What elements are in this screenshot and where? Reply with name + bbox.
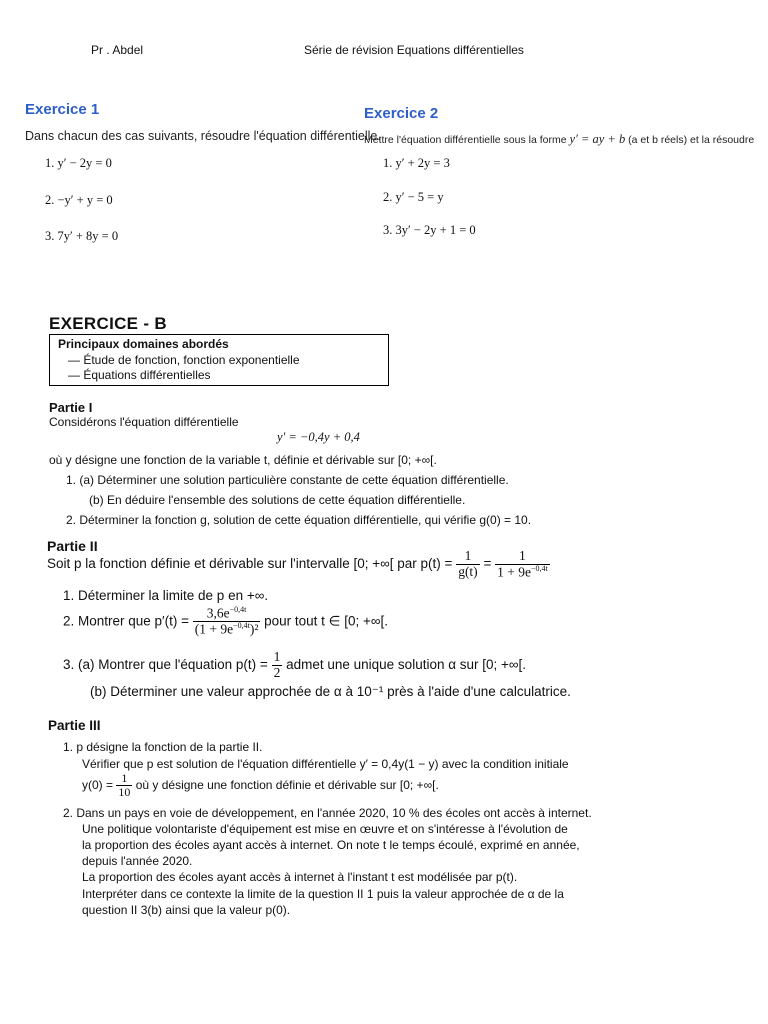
partie2-question-3a [63,650,526,681]
exercice2-item-1: 1. y′ + 2y = 3 [383,156,450,170]
fraction-denominator: 2 [273,664,281,680]
fraction-denominator [193,622,261,637]
exercice1-item-1: 1. y′ − 2y = 0 [45,156,112,170]
fraction-1-over-exponential [495,549,550,580]
partie2-question-3b: (b) Déterminer une valeur approchée de α à 10⁻¹ près à l'aide d'une calculatrice. [90,684,571,699]
one-half-fraction [272,650,283,681]
exercice-b-title: EXERCICE - B [49,314,167,333]
denominator-end: )² [249,621,259,637]
document-title: Série de révision Equations différentielles [304,43,524,57]
domains-box-title: Principaux domaines abordés [58,337,229,351]
partie2-definition [47,549,550,580]
partie3-question-1-line-3 [82,772,439,799]
partie2-q2-start: 2. Montrer que p′(t) = [63,613,189,629]
partie3-question-2-line-6: Interpréter dans ce contexte la limite de la question II 1 puis la valeur approchée de α de la [82,887,564,901]
domains-box-item-2: — Équations différentielles [68,368,211,382]
fraction-numerator [193,606,261,622]
author-name: Pr . Abdel [91,43,144,57]
initial-condition-end: où y désigne une fonction définie et dérivable sur [0; +∞[. [135,777,439,792]
partie3-question-2-line-2: Une politique volontariste d'équipement est mise en œuvre et on s'intéresse à l'évolution de [82,822,568,836]
partie2-intro: Soit p la fonction définie et dérivable sur l'intervalle [0; +∞[ par p(t) = [47,556,453,572]
partie3-question-2-line-1: 2. Dans un pays en voie de développement, en l'année 2020, 10 % des écoles ont accès à internet. [63,806,592,820]
fraction-numerator: 1 [116,772,132,786]
fraction-1-over-g [456,549,480,580]
partie2-q3a-start: 3. (a) Montrer que l'équation p(t) = [63,656,268,672]
partie3-question-1-line-1: 1. p désigne la fonction de la partie II. [63,740,263,754]
equals-sign: = [483,556,492,572]
exercice1-item-3: 3. 7y′ + 8y = 0 [45,229,119,243]
fraction-denominator: 10 [118,785,131,800]
denominator-base: (1 + 9e [194,621,234,637]
partie2-q3a-end: admet une unique solution α sur [0; +∞[. [286,656,527,672]
exercice2-lead-formula: y′ = ay + b [569,132,626,146]
partie3-question-2-line-3: la proportion des écoles ayant accès à internet. On note t le temps écoulé, exprimé en année, [82,838,580,852]
fraction-denominator [495,565,550,580]
partie1-title: Partie I [49,400,93,415]
exercice2-item-3: 3. 3y′ − 2y + 1 = 0 [383,223,476,237]
exercice2-title: Exercice 2 [364,105,439,122]
fraction-numerator: 1 [495,549,550,565]
partie1-question-1a: 1. (a) Déterminer une solution particulière constante de cette équation différentielle. [66,473,509,487]
fraction-numerator: 1 [273,649,281,664]
exercice2-lead-end: (a et b réels) et la résoudre [625,134,755,146]
partie2-title: Partie II [47,538,98,554]
partie3-question-2-line-7: question II 3(b) ainsi que la valeur p(0). [82,903,291,917]
fraction-denominator: g(t) [458,564,478,580]
denominator-base: 1 + 9e [497,564,531,580]
partie2-question-2 [63,606,388,638]
numerator-base: 3,6e [206,605,230,621]
fraction-numerator: 1 [456,549,480,565]
domains-box [49,334,389,386]
domains-box-item-1: — Étude de fonction, fonction exponentielle [68,352,300,367]
partie2-q2-end: pour tout t ∈ [0; +∞[. [264,613,388,629]
denominator-exponent: −0,4t [233,621,250,631]
exercice2-lead [364,132,754,147]
partie3-question-1-line-2: Vérifier que p est solution de l'équation différentielle y′ = 0,4y(1 − y) avec la condition initiale [82,757,569,771]
numerator-exponent: −0,4t [229,605,247,614]
partie1-description: où y désigne une fonction de la variable t, définie et dérivable sur [0; +∞[. [49,453,437,467]
denominator-exponent: −0,4t [530,563,548,573]
partie1-question-2: 2. Déterminer la fonction g, solution de cette équation différentielle, qui vérifie g(0) = 10. [66,513,532,527]
partie2-question-1: 1. Déterminer la limite de p en +∞. [63,588,269,603]
exercice1-item-2: 2. −y′ + y = 0 [45,193,113,207]
partie1-intro: Considérons l'équation différentielle [49,415,239,429]
exercice2-lead-start: Mettre l'équation différentielle sous la forme [364,134,570,146]
initial-condition-start: y(0) = [82,777,114,792]
exercice1-lead: Dans chacun des cas suivants, résoudre l'équation différentielle. [25,129,381,143]
derivative-fraction [193,606,261,638]
partie1-equation: y′ = −0,4y + 0,4 [277,430,360,444]
partie3-title: Partie III [48,718,101,733]
exercice1-title: Exercice 1 [25,101,100,118]
exercice2-item-2: 2. y′ − 5 = y [383,190,444,204]
partie1-question-1b: (b) En déduire l'ensemble des solutions de cette équation différentielle. [89,493,466,507]
one-tenth-fraction [116,772,132,799]
partie3-question-2-line-4: depuis l'année 2020. [82,854,193,868]
partie3-question-2-line-5: La proportion des écoles ayant accès à internet à l'instant t est modélisée par p(t). [82,870,518,884]
